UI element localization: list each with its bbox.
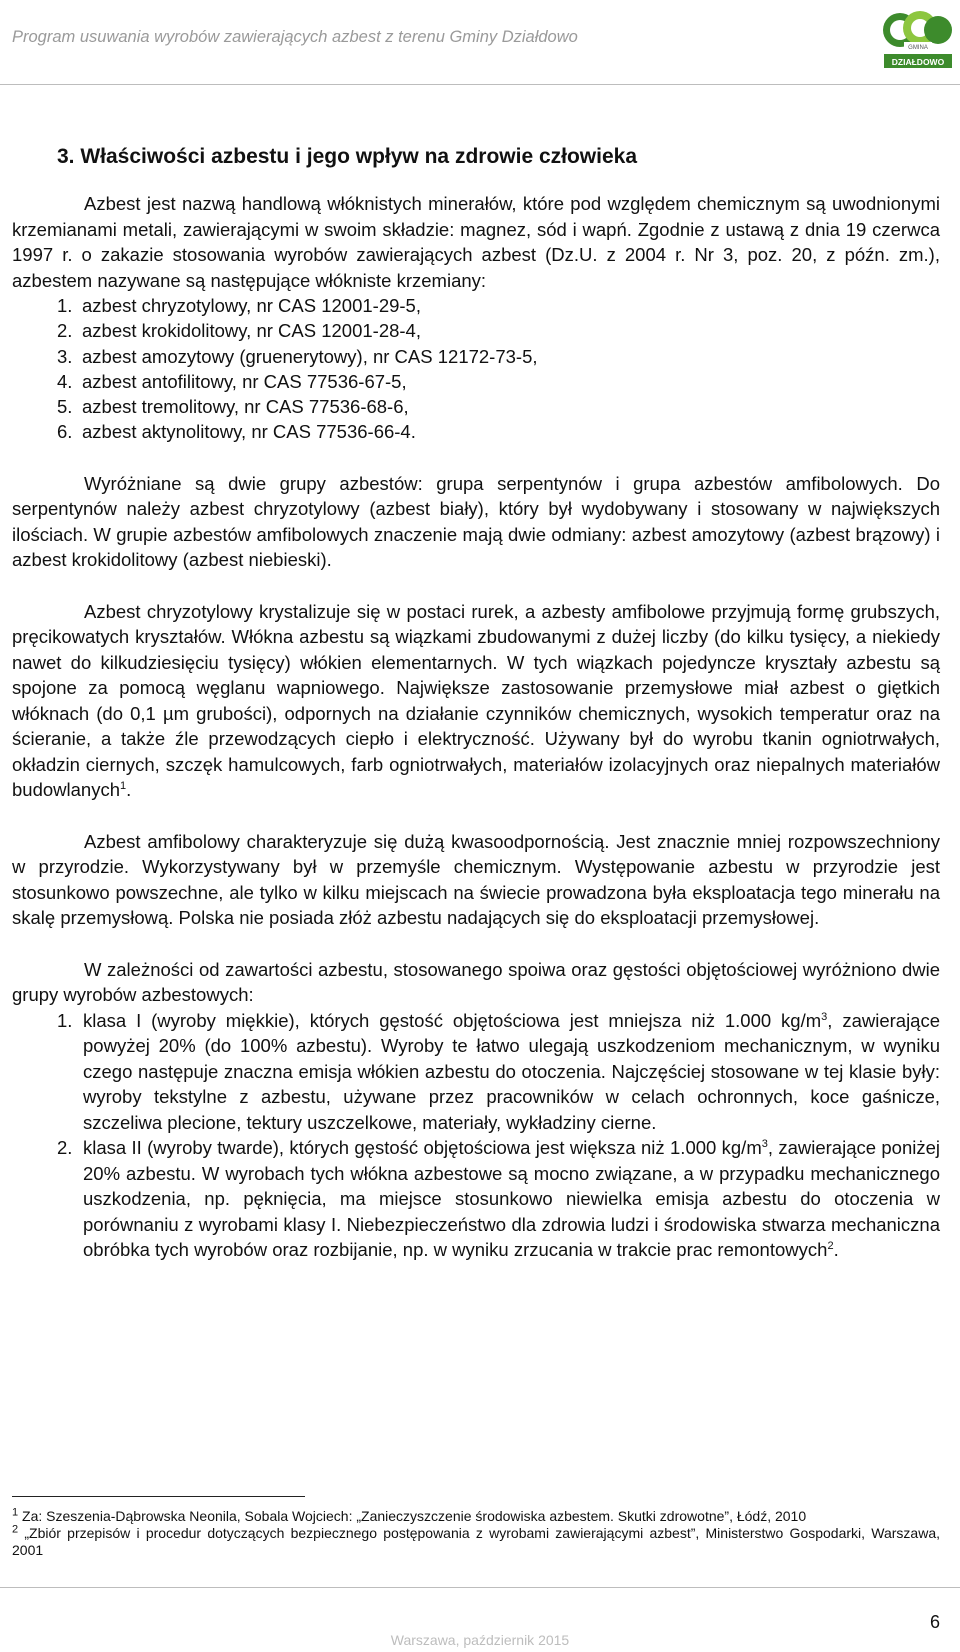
amfibol-paragraph: Azbest amfibolowy charakteryzuje się dużą kwasoodpornością. Jest znacznie mniej rozpowszechniony w przyrodzie. Wykorzystywany był w przemyśle chemicznym. Występowanie azbestu w przyrodzie jest stosunkowo powszechne, ale tylko w kilku miejscach na świecie prowadzona była eksploatacja tego minerału na skalę przemysłową. Polska nie posiada złóż azbestu nadających się do eksploatacji przemysłowej. <box>12 830 940 929</box>
intro-paragraph: Azbest jest nazwą handlową włóknistych minerałów, które pod względem chemicznym są uwodnionymi krzemianami metali, zawierającymi w swoim składzie: magnez, sód i wapń. Zgodnie z ustawą z dnia 19 czerwca 1997 r. o zakazie stosowania wyrobów zawierających azbest (Dz.U. z 2004 r. Nr 3, poz. 20, z późn. zm.), azbestem nazywane są następujące włókniste krzemiany: <box>12 193 940 291</box>
list-item-number: 1. <box>57 295 73 316</box>
list-item-number: 2. <box>57 1137 73 1159</box>
class-1-text-a: klasa I (wyroby miękkie), których gęstość objętościowa jest mniejsza niż 1.000 kg/m <box>83 1009 822 1031</box>
footnote-divider <box>12 1496 305 1497</box>
logo-bottom-text: DZIAŁDOWO <box>891 57 945 67</box>
chryzotyl-paragraph-text: Azbest chryzotylowy krystalizuje się w postaci rurek, a azbesty amfibolowe przyjmują formę grubszych, pręcikowatych kryształów. Włókna azbestu są wiązkami zbudowanymi z dużej liczby (do kilku tysięcy, a niekiedy nawet do kilkudziesięciu tysięcy) włókien elementarnych. W tych wiązkach pojedyncze kryształy azbestu są spojone za pomocą węglanu wapniowego. Największe zastosowanie przemysłowe miał azbest o giętkich włóknach (do 0,1 µm grubości), odpornych na działanie czynników chemicznych, wysokich temperatur oraz na ścieranie, a także źle przewodzących ciepło i elektryczność. Używany był do wyrobu tkanin ogniotrwałych, okładzin ciernych, szczęk hamulcowych, farb ogniotrwałych, materiałów izolacyjnych oraz niepalnych materiałów budowlanych <box>12 600 940 801</box>
class-2-text-a: klasa II (wyroby twarde), których gęstość objętościowa jest większa niż 1.000 kg/m <box>83 1137 762 1159</box>
footer-divider <box>0 1587 960 1588</box>
section-heading: 3. Właściwości azbestu i jego wpływ na zdrowie człowieka <box>57 145 638 168</box>
list-item-number: 1. <box>57 1009 73 1031</box>
list-item-number: 2. <box>57 320 73 342</box>
list-item <box>57 394 940 419</box>
superscript-3: 3 <box>761 1138 768 1151</box>
list-item-text <box>83 1008 940 1136</box>
list-item-number: 4. <box>57 370 73 392</box>
main-content <box>12 145 940 1263</box>
gmina-dzialdowo-logo <box>880 8 956 70</box>
list-item-text: azbest aktynolitowy, nr CAS 77536-66-4. <box>82 421 416 443</box>
class-2-text-c: . <box>833 1239 839 1261</box>
footnote-1 <box>12 1508 940 1525</box>
list-item-text: azbest krokidolitowy, nr CAS 12001-28-4, <box>82 320 421 342</box>
list-item-text: azbest amozytowy (gruenerytowy), nr CAS 12172-73-5, <box>82 345 538 367</box>
list-item <box>57 419 940 444</box>
footer-text: Warszawa, październik 2015 <box>390 1632 570 1648</box>
list-item-text: azbest chryzotylowy, nr CAS 12001-29-5, <box>82 295 421 316</box>
product-classes-list <box>12 1008 940 1263</box>
chryzotyl-paragraph-end: . <box>126 779 132 801</box>
footnote-mark: 2 <box>12 1523 19 1536</box>
list-item-text: azbest antofilitowy, nr CAS 77536-67-5, <box>82 370 407 392</box>
logo-top-text: GMINA <box>908 45 928 51</box>
groups-paragraph: Wyróżniane są dwie grupy azbestów: grupa serpentynów i grupa azbestów amfibolowych. Do serpentynów należy azbest chryzotylowy (azbest biały), który był wydobywany i stosowany w największych ilościach. W grupie azbestów amfibolowych znaczenie mają dwie odmiany: azbest amozytowy (azbest brązowy) i azbest krokidolitowy (azbest niebieski). <box>12 472 940 571</box>
list-item <box>57 1008 940 1136</box>
superscript-3: 3 <box>821 1010 828 1023</box>
list-item <box>57 318 940 343</box>
page-number: 6 <box>929 1612 940 1632</box>
list-item-number: 3. <box>57 345 73 367</box>
class-1-text-b: , zawierające powyżej 20% (do 100% azbestu). Wyroby te łatwo ulegają uszkodzeniom mechanicznym, w wyniku czego następuje znaczna emisja włókien azbestu do otoczenia. Najczęściej stosowane w tej klasie były: wyroby tekstylne z azbestu, używane przez pracowników w celach ochronnych, koce gaśnicze, szczeliwa plecione, tektury uszczelkowe, materiały, wykładziny cierne. <box>83 1009 941 1133</box>
list-item-text: azbest tremolitowy, nr CAS 77536-68-6, <box>82 396 409 418</box>
list-item <box>57 293 940 318</box>
footnote-ref-2[interactable]: 2 <box>827 1240 834 1253</box>
asbestos-types-list <box>12 293 940 445</box>
list-item <box>57 344 940 369</box>
footnote-2 <box>12 1525 940 1559</box>
list-item <box>57 1135 940 1263</box>
chryzotyl-paragraph <box>12 599 940 803</box>
class-2-text-b: , zawierające poniżej 20% azbestu. W wyrobach tych włókna azbestowe są mocno związane, a w przypadku mechanicznego uszkodzenia, np. pęknięcia, ma miejsce stosunkowo niewielka emisja azbestu do otoczenia w porównaniu z wyrobami klasy I. Niebezpieczeństwo dla zdrowia ludzi i środowiska stwarza mechaniczna obróbka tych wyrobów oraz rozbijanie, np. w wyniku zrzucania w trakcie prac remontowych <box>83 1137 940 1261</box>
list-item-text <box>83 1135 940 1263</box>
list-item-number: 5. <box>57 396 73 418</box>
header-divider <box>0 84 960 85</box>
footnote-ref-1[interactable]: 1 <box>120 780 127 793</box>
classes-paragraph: W zależności od zawartości azbestu, stosowanego spoiwa oraz gęstości objętościowej wyróżniono dwie grupy wyrobów azbestowych: <box>12 958 940 1006</box>
footnote-text: Za: Szeszenia-Dąbrowska Neonila, Sobala Wojciech: „Zanieczyszczenie środowiska azbestem. Skutki zdrowotne”, Łódź, 2010 <box>22 1508 807 1524</box>
footnote-mark: 1 <box>12 1506 19 1519</box>
footnote-text: „Zbiór przepisów i procedur dotyczących bezpiecznego postępowania z wyrobami zawierającymi azbest”, Ministerstwo Gospodarki, Warszawa, 2001 <box>12 1525 940 1558</box>
list-item <box>57 369 940 394</box>
list-item-number: 6. <box>57 421 73 443</box>
header-title: Program usuwania wyrobów zawierających azbest z terenu Gminy Działdowo <box>12 28 578 46</box>
footnotes <box>12 1508 940 1559</box>
